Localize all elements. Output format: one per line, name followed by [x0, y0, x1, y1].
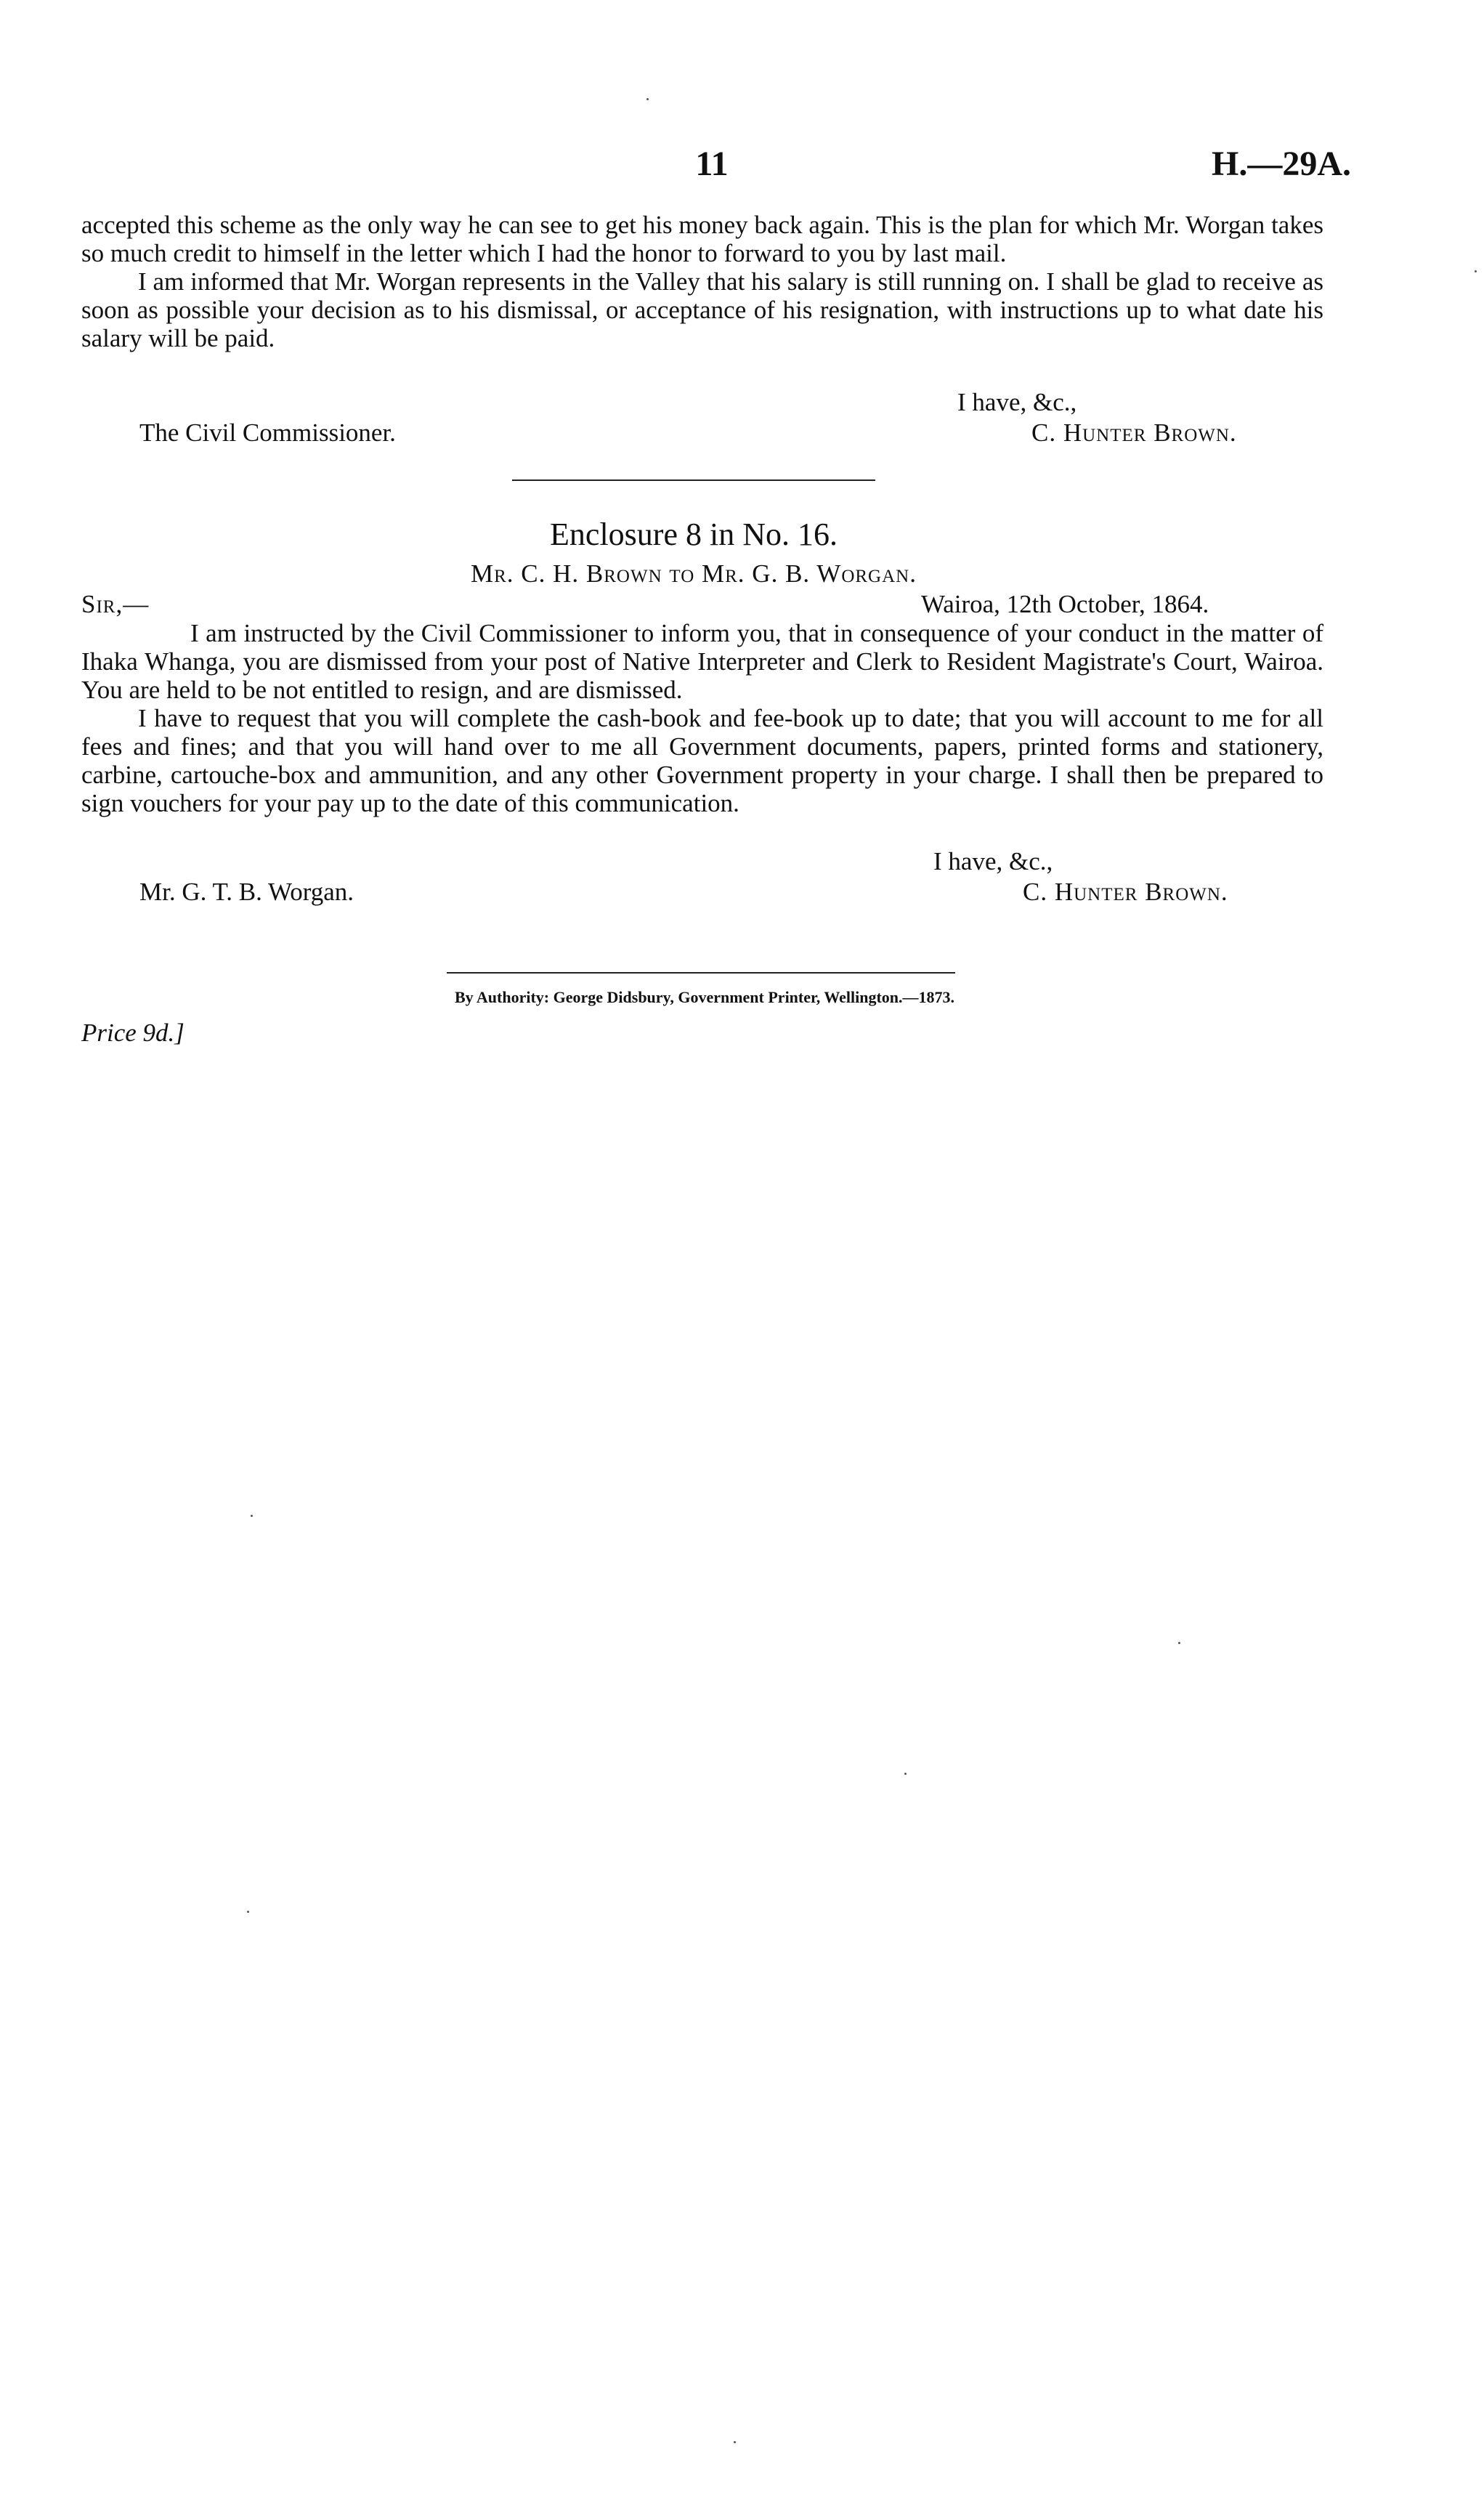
letter1-paragraph-1: accepted this scheme as the only way he can see to get his money back again. This is the plan for which Mr. Worgan takes so much credit to himself in the letter which I had the honor to forward to you by last mail.: [81, 211, 1323, 267]
printer-imprint: By Authority: George Didsbury, Government Printer, Wellington.—1873.: [454, 988, 955, 1006]
letter1-addressee: The Civil Commissioner.: [139, 418, 396, 447]
scan-speck: [247, 1911, 249, 1913]
price-note: Price 9d.]: [81, 1019, 185, 1047]
scan-speck: [734, 2441, 736, 2443]
scan-speck: [251, 1515, 253, 1517]
letter1-closing: I have, &c.,: [957, 388, 1077, 416]
letter1-signature: C. Hunter Brown.: [1031, 418, 1237, 447]
enclosure-subtitle: Mr. C. H. Brown to Mr. G. B. Worgan.: [471, 559, 917, 588]
section-divider: [512, 479, 875, 481]
enclosure-title: Enclosure 8 in No. 16.: [550, 517, 838, 552]
enclosure-addressee: Mr. G. T. B. Worgan.: [139, 878, 354, 906]
scan-speck: [904, 1773, 907, 1775]
enclosure-body: [81, 619, 1323, 817]
letter1-paragraph-2: I am informed that Mr. Worgan represents in the Valley that his salary is still running on. I shall be glad to receive as soon as possible your decision as to his dismissal, or acceptance of his resignation, with instructions up to what date his salary will be paid.: [81, 267, 1323, 352]
enclosure-salutation: Sir,—: [81, 590, 150, 618]
enclosure-signature: C. Hunter Brown.: [1023, 878, 1228, 906]
scan-speck: [1178, 1642, 1180, 1644]
page-number: 11: [695, 145, 729, 183]
enclosure-paragraph-1: I am instructed by the Civil Commissioner to inform you, that in consequence of your conduct in the matter of Ihaka Whanga, you are dismissed from your post of Native Interpreter and Clerk to Resident Magistrate's Court, Wairoa. You are held to be not entitled to resign, and are dismissed.: [81, 619, 1323, 704]
document-reference: H.—29A.: [1212, 145, 1351, 183]
enclosure-place-date: Wairoa, 12th October, 1864.: [921, 590, 1209, 618]
enclosure-paragraph-2: I have to request that you will complete the cash-book and fee-book up to date; that you will account to me for all fees and fines; and that you will hand over to me all Government documents, papers, printed forms and stationery, carbine, cartouche-box and ammunition, and any other Government property in your charge. I shall then be prepared to sign vouchers for your pay up to the date of this communication.: [81, 704, 1323, 817]
scan-speck: [646, 98, 649, 100]
letter1-body: [81, 211, 1323, 352]
enclosure-closing: I have, &c.,: [933, 847, 1053, 875]
footer-divider: [447, 972, 955, 974]
scan-speck: [1475, 270, 1477, 272]
